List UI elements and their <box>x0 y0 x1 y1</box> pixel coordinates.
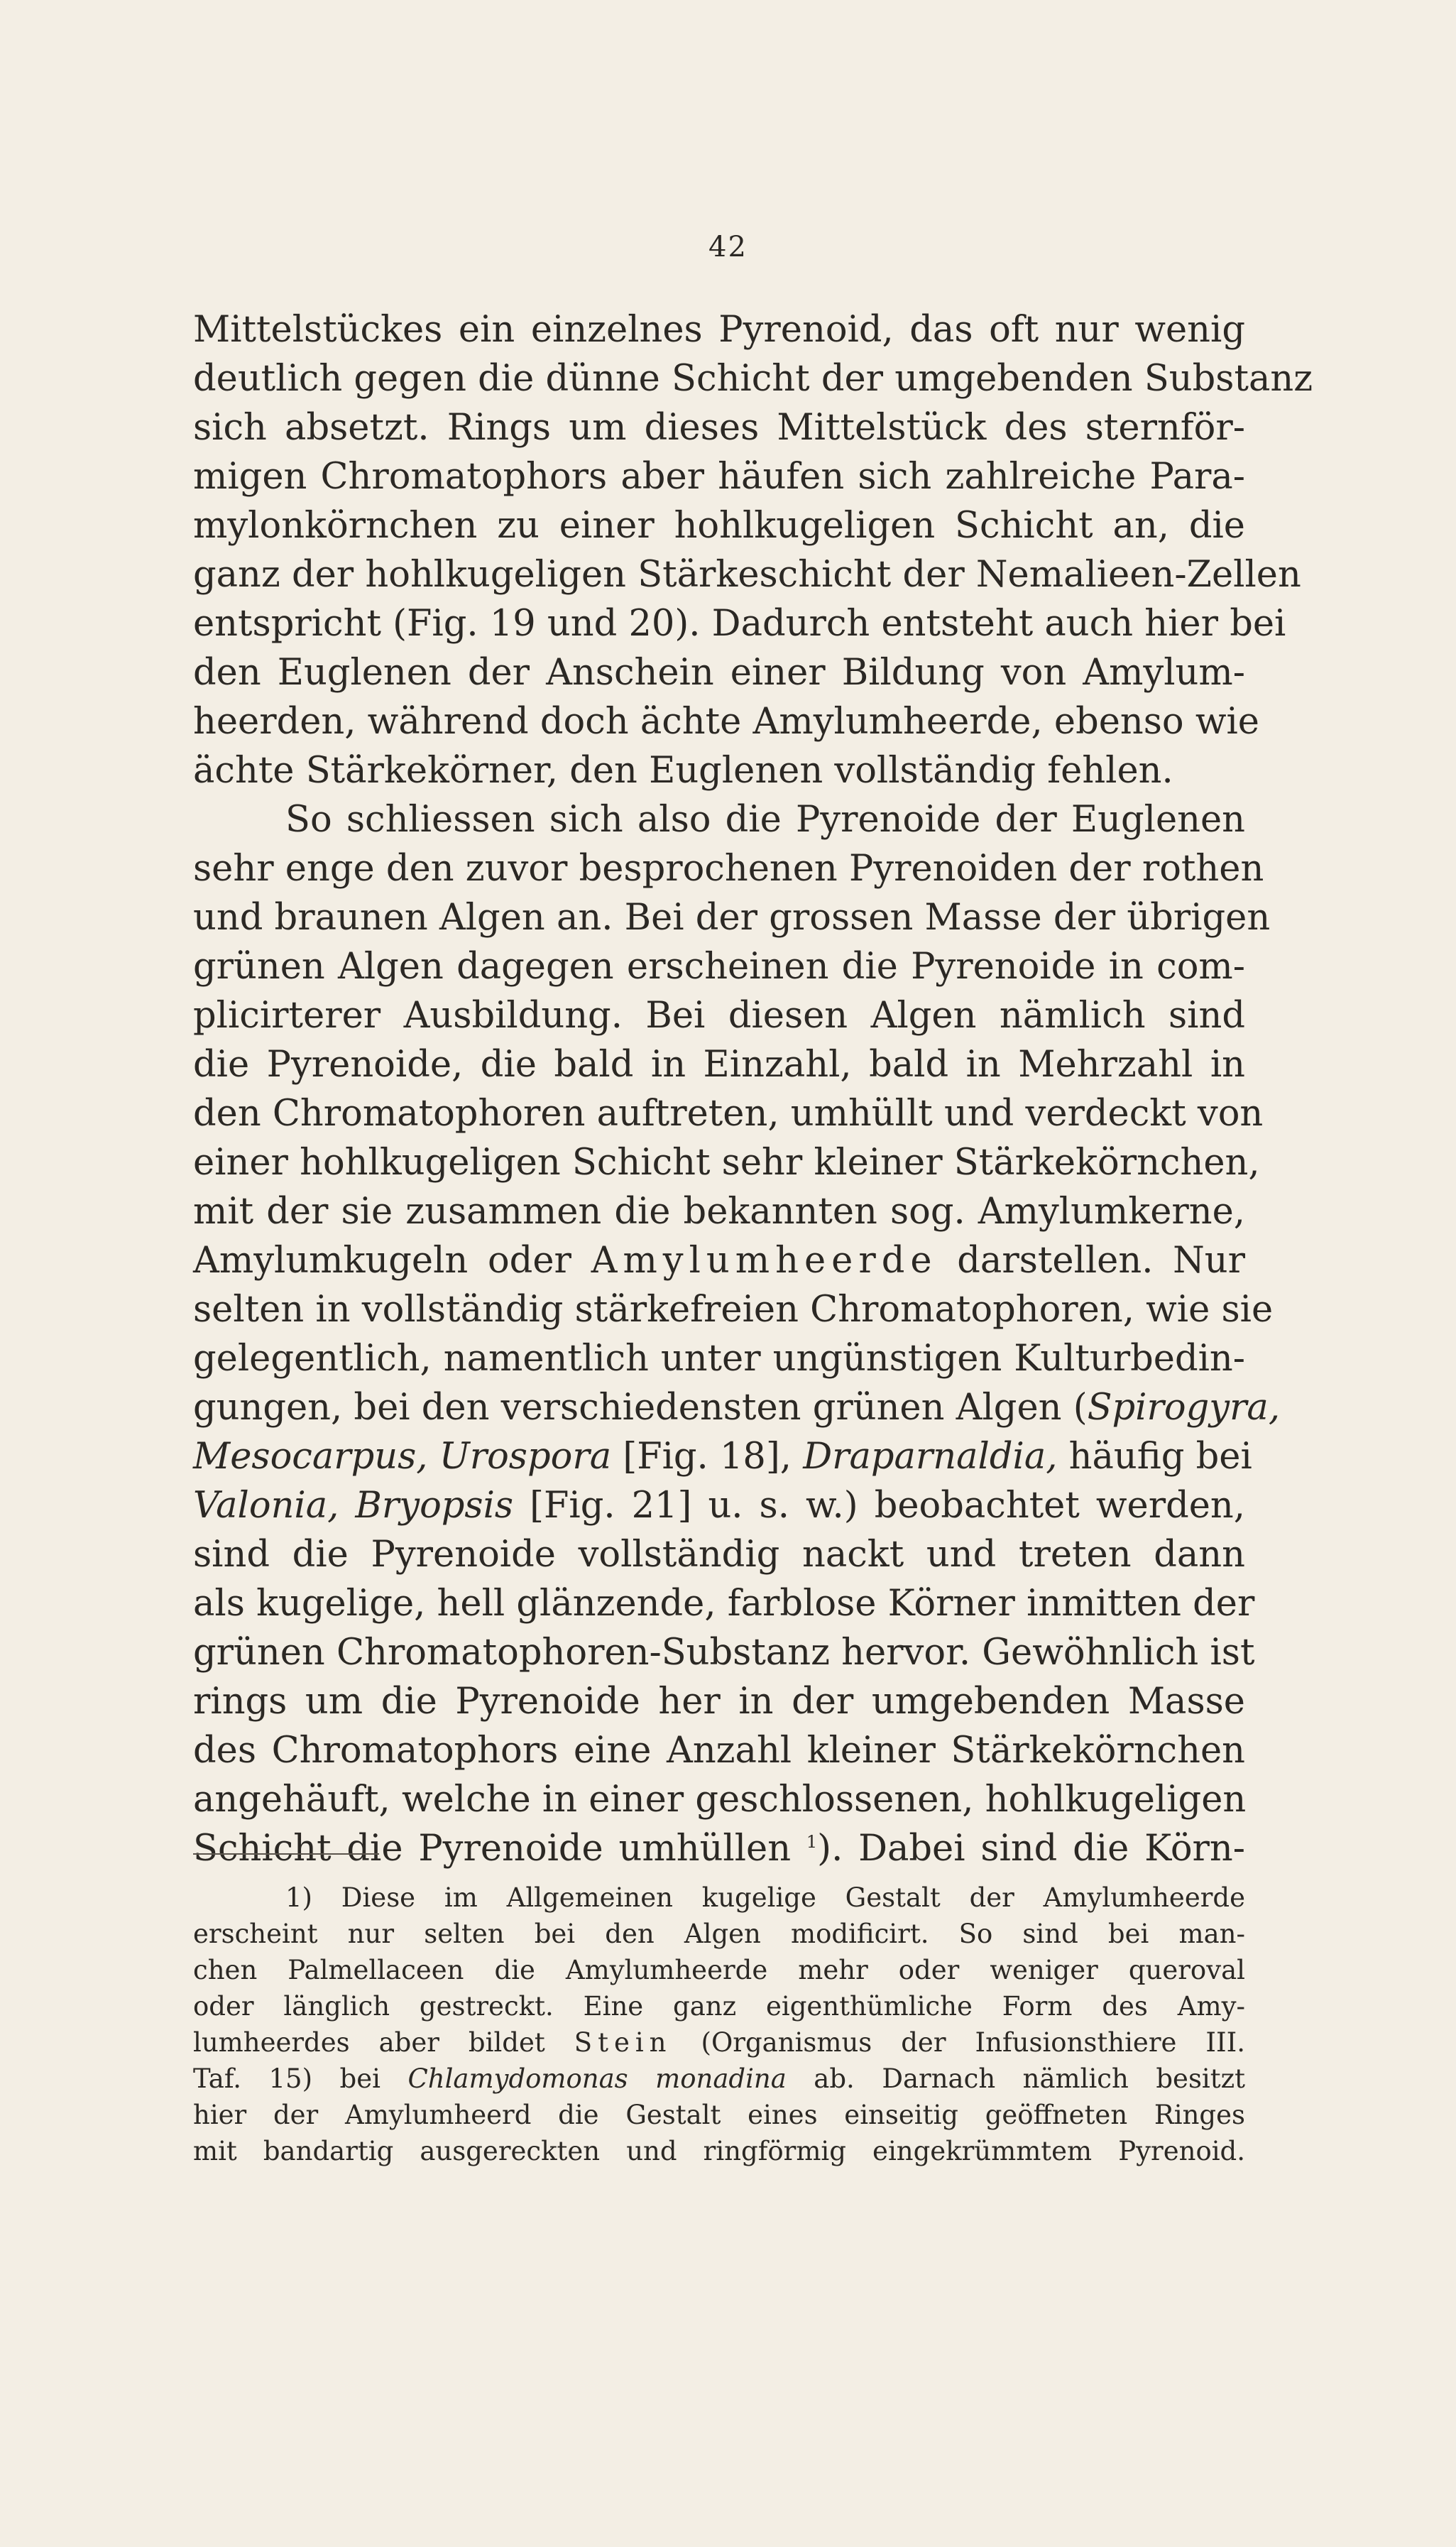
text-segment: Amylumkugeln oder <box>193 1240 591 1282</box>
spaced-author: Stein <box>574 2027 672 2058</box>
footnote-marker: 1 <box>806 1832 818 1852</box>
text-segment: [Fig. 18], <box>611 1436 804 1478</box>
footnotes <box>193 1880 1245 2169</box>
taxon-name: Urospora <box>439 1436 612 1478</box>
text-line <box>193 1236 1245 1285</box>
footnote-line: 1) Diese im Allgemeinen kugelige Gestalt der Amylumheerde <box>285 1882 1245 1913</box>
text-line: als kugelige, hell glänzende, farblose Körner inmitten der <box>193 1583 1255 1625</box>
text-line: selten in vollständig stärkefreien Chromatophoren, wie sie <box>193 1289 1274 1331</box>
text-line: den Chromatophoren auftreten, umhüllt und verdeckt von <box>193 1093 1264 1135</box>
text-line: ganz der hohlkugeligen Stärkeschicht der Nemalieen-Zellen <box>193 554 1301 596</box>
text-line: und braunen Algen an. Bei der grossen Masse der übrigen <box>193 897 1271 939</box>
footnote-line: chen Palmellaceen die Amylumheerde mehr oder weniger queroval <box>193 1955 1245 1985</box>
text-line: plicirterer Ausbildung. Bei diesen Algen nämlich sind <box>193 995 1245 1037</box>
taxon-name: Draparnaldia, <box>803 1436 1058 1478</box>
footnote-line <box>193 2061 1245 2097</box>
footnote-line: oder länglich gestreckt. Eine ganz eigenthümliche Form des Amy- <box>193 1991 1245 2022</box>
page-number: 42 <box>708 231 748 263</box>
text-line: grünen Chromatophoren-Substanz hervor. Gewöhnlich ist <box>193 1632 1255 1674</box>
text-line <box>193 1481 1245 1530</box>
text-segment: gungen, bei den verschiedensten grünen Algen ( <box>193 1387 1088 1429</box>
text-line: rings um die Pyrenoide her in der umgebenden Masse <box>193 1681 1245 1723</box>
text-line: des Chromatophors eine Anzahl kleiner Stärkekörnchen <box>193 1730 1245 1772</box>
text-segment: ). Dabei sind die Körn- <box>817 1828 1245 1870</box>
text-line: heerden, während doch ächte Amylumheerde, ebenso wie <box>193 701 1259 743</box>
text-line: sehr enge den zuvor besprochenen Pyrenoiden der rothen <box>193 848 1264 890</box>
text-line: gelegentlich, namentlich unter ungünstigen Kulturbedin- <box>193 1338 1245 1380</box>
text-line: migen Chromatophors aber häufen sich zahlreiche Para- <box>193 456 1245 498</box>
text-segment: lumheerdes aber bildet <box>193 2027 574 2058</box>
taxon-name: Bryopsis <box>355 1485 514 1527</box>
text-line: mylonkörnchen zu einer hohlkugeligen Schicht an, die <box>193 505 1245 547</box>
text-line: mit der sie zusammen die bekannten sog. Amylumkerne, <box>193 1191 1245 1233</box>
taxon-name: Valonia, <box>193 1485 339 1527</box>
text-line <box>193 1383 1281 1432</box>
text-segment: ab. Darnach nämlich besitzt <box>786 2063 1245 2094</box>
text-line: einer hohlkugeligen Schicht sehr kleiner Stärkekörnchen, <box>193 1142 1260 1184</box>
text-segment: Taf. 15) bei <box>193 2063 408 2094</box>
footnote-line <box>193 2024 1245 2061</box>
text-segment: [Fig. 21] u. s. w.) beobachtet werden, <box>513 1485 1245 1527</box>
text-segment: darstellen. Nur <box>937 1240 1245 1282</box>
body-text <box>193 305 1313 1873</box>
text-line <box>193 1432 1252 1481</box>
text-line: Mittelstückes ein einzelnes Pyrenoid, das oft nur wenig <box>193 309 1245 351</box>
text-line: angehäuft, welche in einer geschlossenen, hohlkugeligen <box>193 1779 1247 1821</box>
text-line: sind die Pyrenoide vollständig nackt und treten dann <box>193 1534 1245 1576</box>
footnote-line: hier der Amylumheerd die Gestalt eines einseitig geöffneten Ringes <box>193 2100 1245 2130</box>
text-line: die Pyrenoide, die bald in Einzahl, bald in Mehrzahl in <box>193 1044 1245 1086</box>
text-line <box>193 1824 1245 1873</box>
text-line: deutlich gegen die dünne Schicht der umgebenden Substanz <box>193 358 1313 400</box>
taxon-name: Mesocarpus, <box>193 1436 428 1478</box>
taxon-name: Spirogyra, <box>1087 1387 1281 1429</box>
paragraph-start-line: So schliessen sich also die Pyrenoide der Euglenen <box>285 799 1245 841</box>
taxon-name: Chlamydomonas monadina <box>407 2063 787 2094</box>
text-segment: häufig bei <box>1057 1436 1252 1478</box>
text-segment: (Organismus der Infusionsthiere III. <box>672 2027 1245 2058</box>
text-line: grünen Algen dagegen erscheinen die Pyrenoide in com- <box>193 946 1245 988</box>
footnote-separator <box>193 1853 379 1855</box>
text-line: entspricht (Fig. 19 und 20). Dadurch entsteht auch hier bei <box>193 603 1286 645</box>
footnote-line: erscheint nur selten bei den Algen modificirt. So sind bei man- <box>193 1919 1245 1949</box>
text-line: ächte Stärkekörner, den Euglenen vollständig fehlen. <box>193 750 1173 792</box>
text-line: sich absetzt. Rings um dieses Mittelstück des sternför- <box>193 407 1245 449</box>
footnote-line: mit bandartig ausgereckten und ringförmig eingekrümmtem Pyrenoid. <box>193 2136 1245 2166</box>
text-segment: Schicht die Pyrenoide umhüllen <box>193 1828 806 1870</box>
text-line: den Euglenen der Anschein einer Bildung von Amylum- <box>193 652 1245 694</box>
spaced-term: Amylumheerde <box>591 1240 938 1282</box>
